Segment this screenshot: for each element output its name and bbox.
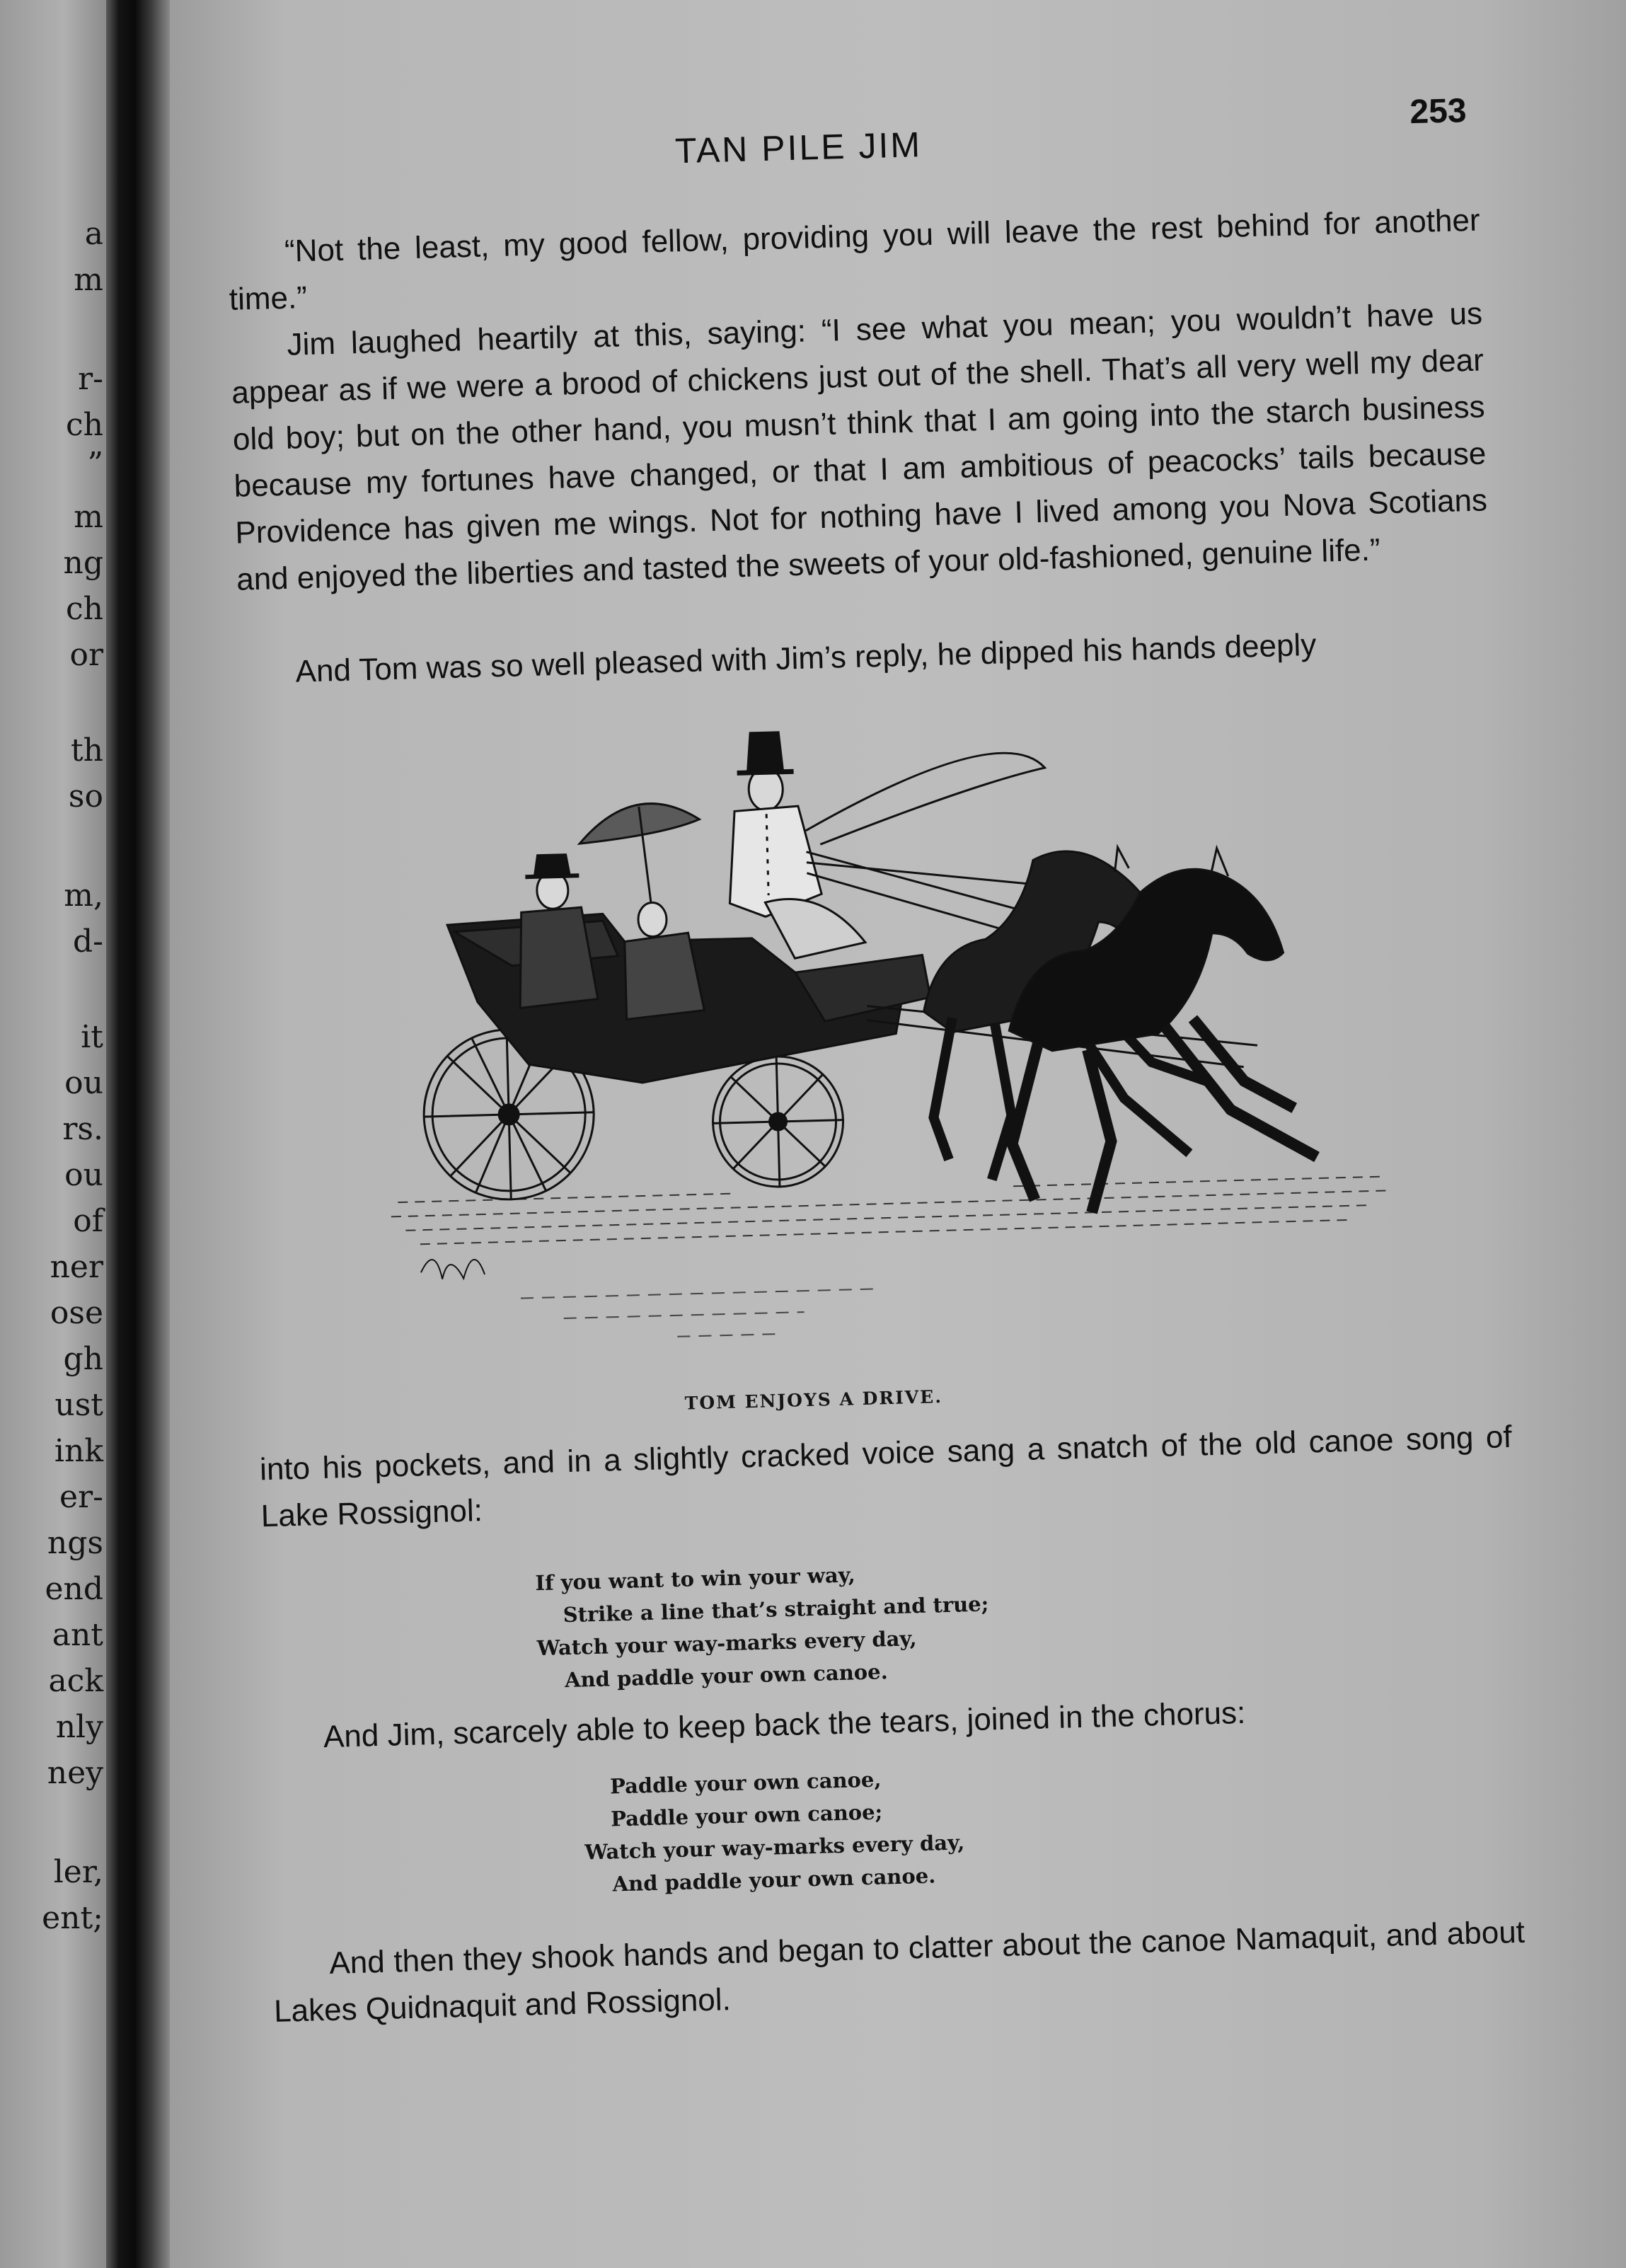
left-page-fragment: ngs [47, 1525, 103, 1561]
verse-line: Watch your way-marks every day, [536, 1626, 918, 1661]
left-page-fragment: ack [48, 1663, 103, 1699]
left-page-fragment: ney [47, 1755, 103, 1791]
running-title: TAN PILE JIM [674, 125, 923, 171]
paragraph: into his pockets, and in a slightly cracked voice sang a snatch of the old canoe song of Lake Rossignol: [259, 1419, 1513, 1534]
left-page-fragment: ou [64, 1157, 103, 1193]
left-page-fragment: ch [66, 407, 103, 443]
verse-line: Paddle your own canoe; [610, 1800, 883, 1831]
page-number: 253 [1409, 92, 1468, 132]
left-page-fragment: it [81, 1019, 103, 1055]
illustration-caption: TOM ENJOYS A DRIVE. [684, 1386, 943, 1414]
left-page-fragment: r- [78, 361, 103, 397]
left-page-fragment: a [84, 216, 103, 252]
left-page-fragment: m [74, 262, 103, 298]
left-page-fragment: ust [54, 1387, 103, 1423]
left-page-fragment: or [69, 637, 103, 673]
left-page-fragment: ch [66, 591, 103, 627]
left-page-fragment: ant [52, 1617, 103, 1653]
left-page-fragment: ink [54, 1433, 103, 1469]
left-page-fragment: rs. [62, 1111, 103, 1147]
verse-line: Strike a line that’s straight and true; [563, 1591, 989, 1628]
right-page [170, 0, 1626, 2268]
left-page-fragment: end [45, 1571, 103, 1607]
left-page-fragment: m [74, 499, 103, 535]
left-page-fragment: ou [64, 1065, 103, 1101]
left-page-fragment: so [68, 778, 103, 814]
verse-line: And paddle your own canoe. [612, 1863, 936, 1896]
left-page-fragment: er- [59, 1479, 103, 1515]
verse-line: And paddle your own canoe. [564, 1659, 889, 1693]
left-page-fragment: th [70, 732, 103, 769]
paragraph: And Jim, scarcely able to keep back the tears, joined in the chorus: [323, 1695, 1246, 1755]
paragraph: And Tom was so well pleased with Jim’s reply, he dipped his hands deeply [295, 627, 1317, 689]
left-page-fragment: ” [87, 446, 103, 482]
song-verse [535, 1555, 991, 1697]
paragraph: Jim laughed heartily at this, saying: “I see what you mean; you wouldn’t have us appear as if we were a brood of chickens just out of the shell. That’s all very well my dear old boy; but on the other hand, you musn’t think that I am going into the starch business because my fortunes have changed, or that I am ambitious of peacocks’ tails because Providence has given me wings. Not for nothing have I lived among you Nova Scotians and enjoyed the liberties and tasted the sweets of your old-fashioned, genuine life.” [231, 296, 1488, 597]
left-page-fragment: of [73, 1203, 103, 1239]
verse-line: Watch your way-marks every day, [584, 1830, 965, 1865]
carriage-illustration [364, 708, 1428, 1372]
verse-line: Paddle your own canoe, [609, 1767, 882, 1799]
left-page-fragment: ner [50, 1249, 103, 1285]
left-page-fragment: nly [55, 1709, 103, 1745]
verse-line: If you want to win your way, [535, 1562, 856, 1596]
left-page-fragment: ent; [42, 1900, 103, 1936]
page-content [140, 0, 1626, 2268]
left-page-fragment: ler, [53, 1854, 103, 1890]
left-page-fragment: ng [63, 545, 103, 581]
song-chorus [582, 1761, 965, 1901]
paragraph: And then they shook hands and began to clatter about the canoe Namaquit, and about Lakes Quidnaquit and Rossignol. [273, 1914, 1526, 2030]
left-page-fragment: gh [63, 1341, 103, 1377]
left-page-fragment: m, [64, 877, 103, 914]
left-page-fragment: d- [72, 923, 103, 960]
left-facing-page [0, 0, 106, 2268]
paragraph: “Not the least, my good fellow, providing you will leave the rest behind for another time.” [229, 202, 1481, 317]
left-page-fragment: ose [50, 1295, 103, 1331]
